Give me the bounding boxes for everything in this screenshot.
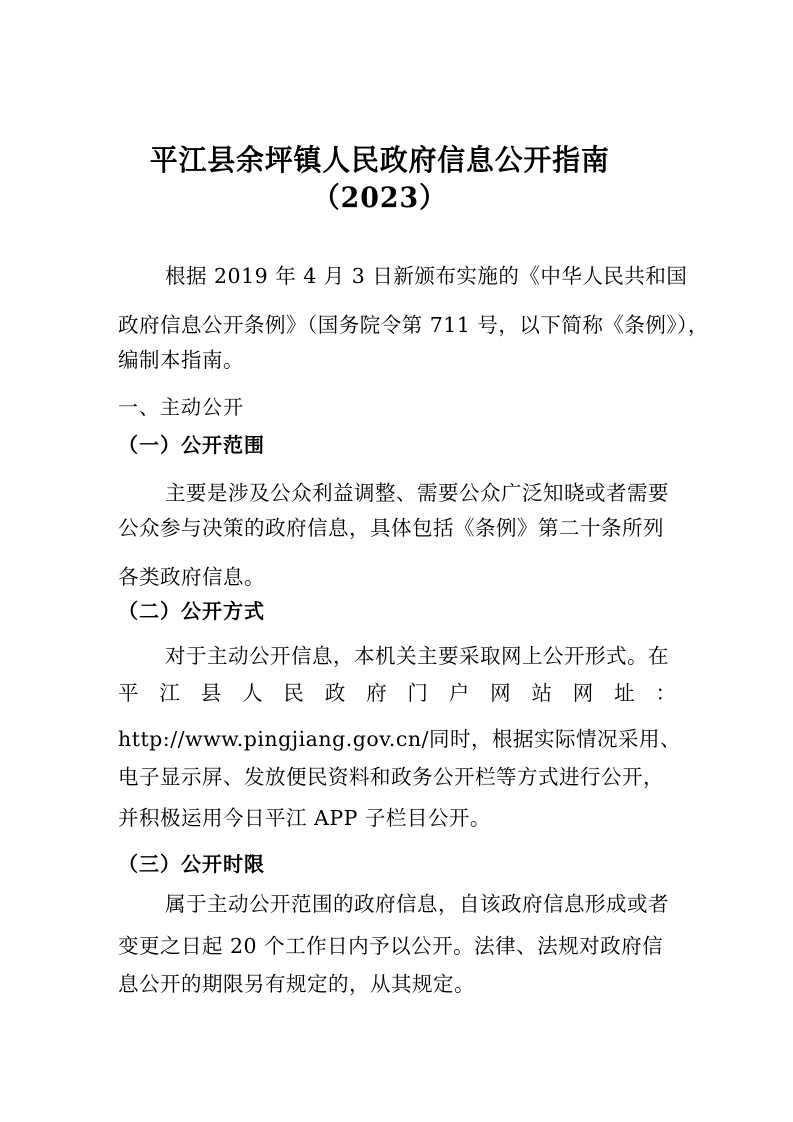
scope-line-3: 各类政府信息。 [118, 565, 265, 589]
method-line-2: 平江县人民政府门户网站网址： [118, 681, 676, 705]
intro-line-1: 根据 2019 年 4 月 3 日新颁布实施的《中华人民共和国 [165, 264, 688, 288]
intro-line-3: 编制本指南。 [118, 348, 244, 372]
document-title: 平江县余坪镇人民政府信息公开指南 [149, 143, 610, 177]
method-line-4: 电子显示屏、发放便民资料和政务公开栏等方式进行公开， [118, 765, 664, 789]
scope-line-1: 主要是涉及公众利益调整、需要公众广泛知晓或者需要 [165, 481, 669, 505]
section-heading-active-disclosure: 一、主动公开 [118, 395, 244, 419]
document-subtitle-year: （2023） [312, 181, 447, 214]
subsection-heading-timeframe: （三）公开时限 [118, 852, 265, 876]
method-line-3-url: http://www.pingjiang.gov.cn/同时，根据实际情况采用、 [118, 727, 681, 751]
method-line-5: 并积极运用今日平江 APP 子栏目公开。 [118, 806, 491, 830]
intro-line-2: 政府信息公开条例》（国务院令第 711 号，以下简称《条例》）， [118, 313, 709, 337]
timeframe-line-3: 息公开的期限另有规定的，从其规定。 [118, 972, 475, 996]
subsection-heading-method: （二）公开方式 [118, 599, 265, 623]
scope-line-2: 公众参与决策的政府信息，具体包括《条例》第二十条所列 [118, 516, 664, 540]
method-line-1: 对于主动公开信息，本机关主要采取网上公开形式。在 [165, 644, 669, 668]
timeframe-line-1: 属于主动公开范围的政府信息，自该政府信息形成或者 [165, 892, 669, 916]
timeframe-line-2: 变更之日起 20 个工作日内予以公开。法律、法规对政府信 [118, 934, 664, 958]
subsection-heading-scope: （一）公开范围 [118, 433, 265, 457]
